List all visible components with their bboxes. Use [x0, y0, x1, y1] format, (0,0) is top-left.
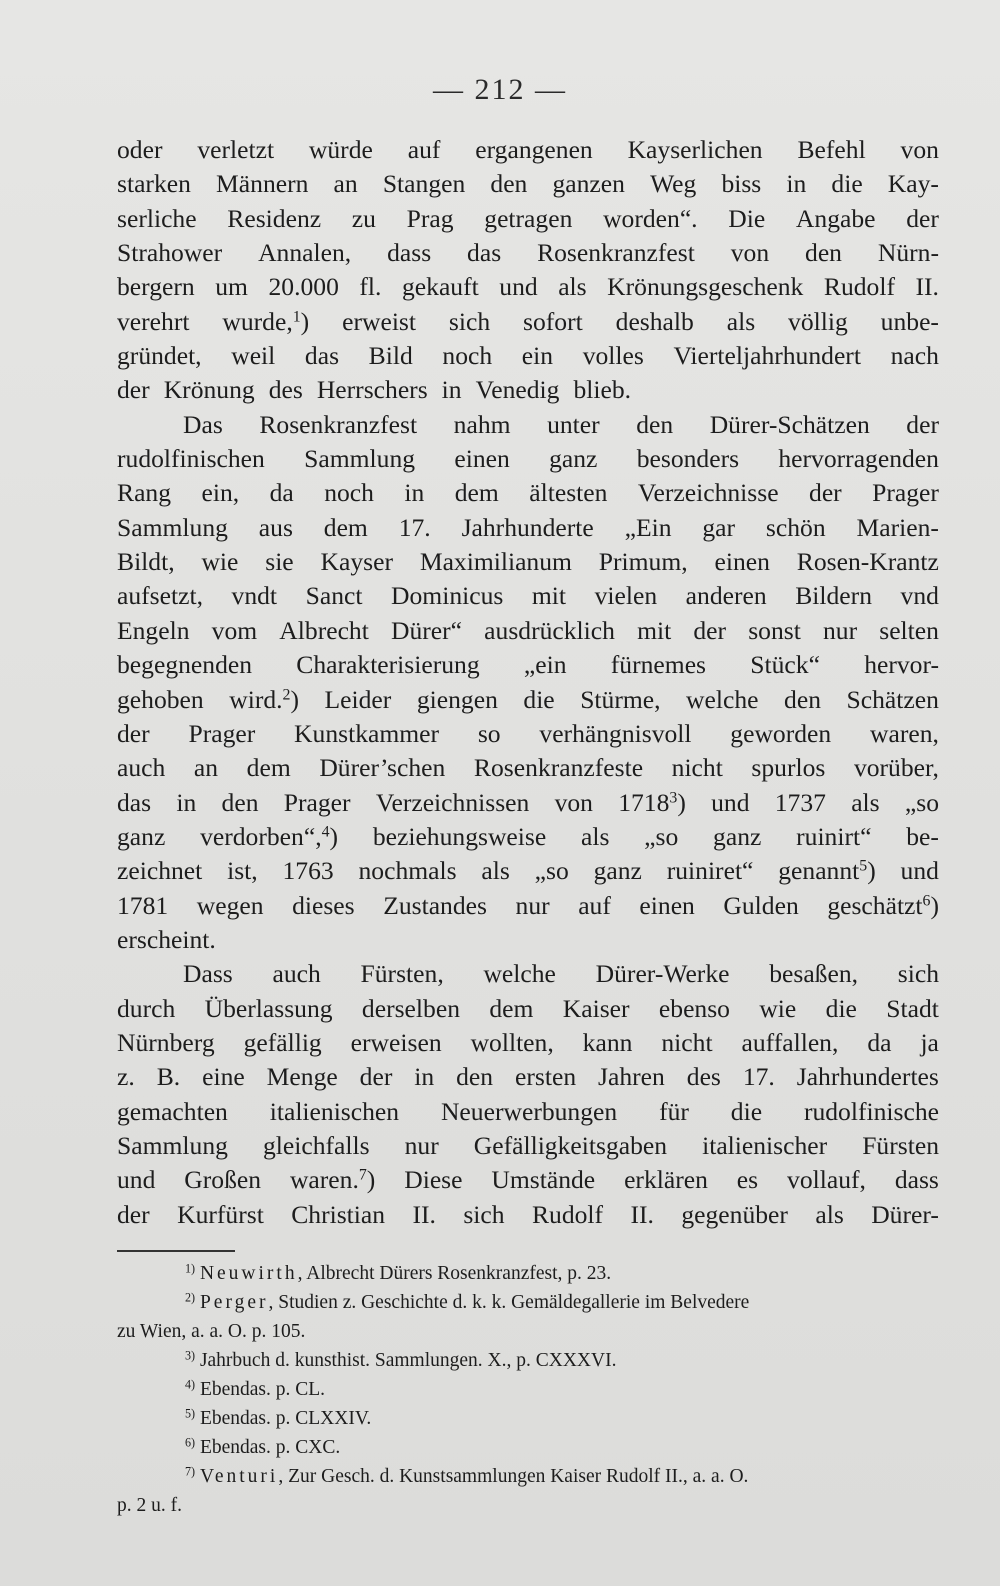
body-text-line: Rang ein, da noch in dem ältesten Verzeichnisse der Prager — [117, 478, 939, 508]
body-text-line: und Großen waren.$^7$) Diese Umstände erklären es vollauf, dass — [117, 1165, 939, 1195]
body-text-line: rudolfinischen Sammlung einen ganz besonders hervorragenden — [117, 444, 939, 474]
footnote-continuation: p. 2 u. f. — [117, 1495, 182, 1516]
body-text-line: Das Rosenkranzfest nahm unter den Dürer-Schätzen der — [183, 409, 939, 439]
body-text-line: bergern um 20.000 fl. gekauft und als Krönungsgeschenk Rudolf II. — [117, 272, 939, 302]
footnote-mark: 3) — [185, 1348, 196, 1363]
body-text-line: verehrt wurde,$^1$) erweist sich sofort deshalb als völlig unbe- — [117, 306, 939, 336]
footnote — [117, 1375, 939, 1404]
body-text-line: aufsetzt, vndt Sanct Dominicus mit vielen anderen Bildern vnd — [117, 581, 939, 611]
body-text-line: ganz verdorben“,$^4$) beziehungsweise als „so ganz ruinirt“ be- — [117, 821, 939, 851]
footnote-author: Venturi — [199, 1466, 279, 1487]
footnote — [117, 1259, 939, 1288]
body-text-line: Bildt, wie sie Kayser Maximilianum Primum, einen Rosen-Krantz — [117, 547, 939, 577]
footnote — [117, 1404, 939, 1433]
footnote-text: , Studien z. Geschichte d. k. k. Gemäldegallerie im Belvedere — [268, 1292, 750, 1313]
body-text-line: gehoben wird.$^2$) Leider giengen die Stürme, welche den Schätzen — [117, 684, 939, 714]
body-text-line: starken Männern an Stangen den ganzen Weg biss in die Kay- — [117, 169, 939, 199]
footnote — [117, 1346, 939, 1375]
footnote-author: Perger — [199, 1292, 269, 1313]
body-text-line: begegnenden Charakterisierung „ein fürnemes Stück“ hervor- — [117, 650, 939, 680]
footnote-text: Ebendas. p. CL. — [199, 1379, 326, 1400]
footnote-mark: 4) — [185, 1377, 196, 1392]
body-text-line: durch Überlassung derselben dem Kaiser ebenso wie die Stadt — [117, 993, 939, 1023]
body-text-line: Nürnberg gefällig erweisen wollten, kann nicht auffallen, da ja — [117, 1027, 939, 1057]
body-text-line: erscheint. — [117, 924, 216, 954]
footnote-text: , Albrecht Dürers Rosenkranzfest, p. 23. — [297, 1263, 612, 1284]
body-text-line: zeichnet ist, 1763 nochmals als „so ganz ruiniret“ genannt$^5$) und — [117, 856, 939, 886]
body-text-line: auch an dem Dürer’schen Rosenkranzfeste nicht spurlos vorüber, — [117, 753, 939, 783]
footnote — [117, 1288, 939, 1317]
footnote — [117, 1462, 939, 1491]
body-text-line: Sammlung aus dem 17. Jahrhunderte „Ein gar schön Marien- — [117, 512, 939, 542]
body-text-line: der Prager Kunstkammer so verhängnisvoll geworden waren, — [117, 718, 939, 748]
footnote-mark: 2) — [185, 1290, 196, 1305]
footnote-text: , Zur Gesch. d. Kunstsammlungen Kaiser Rudolf II., a. a. O. — [278, 1466, 749, 1487]
footnote-text: Ebendas. p. CLXXIV. — [199, 1408, 372, 1429]
footnote-text: Jahrbuch d. kunsthist. Sammlungen. X., p. CXXXVI. — [199, 1350, 617, 1371]
body-text-line: oder verletzt würde auf ergangenen Kayserlichen Befehl von — [117, 135, 939, 164]
footnote-author: Neuwirth — [199, 1263, 298, 1284]
footnote-separator-rule — [117, 1250, 235, 1252]
body-text-line: Sammlung gleichfalls nur Gefälligkeitsgaben italienischer Fürsten — [117, 1130, 939, 1160]
footnote-mark: 1) — [185, 1261, 196, 1276]
body-text-line: das in den Prager Verzeichnissen von 1718$^3$) und 1737 als „so — [117, 787, 939, 817]
footnotes — [117, 1259, 939, 1520]
body-text-line: serliche Residenz zu Prag getragen worden“. Die Angabe der — [117, 203, 939, 233]
footnote-mark: 6) — [185, 1435, 196, 1450]
body-text-line: Strahower Annalen, dass das Rosenkranzfest von den Nürn- — [117, 238, 939, 268]
footnote-continuation: zu Wien, a. a. O. p. 105. — [117, 1321, 306, 1342]
footnote — [117, 1433, 939, 1462]
body-text-line: z. B. eine Menge der in den ersten Jahren des 17. Jahrhundertes — [117, 1062, 939, 1092]
footnote-mark: 5) — [185, 1406, 196, 1421]
body-text-line: Dass auch Fürsten, welche Dürer-Werke besaßen, sich — [183, 959, 939, 989]
body-text — [117, 133, 939, 1232]
body-text-line: Engeln vom Albrecht Dürer“ ausdrücklich mit der sonst nur selten — [117, 615, 939, 645]
body-text-line: 1781 wegen dieses Zustandes nur auf einen Gulden geschätzt$^6$) — [117, 890, 939, 920]
body-text-line: der Krönung des Herrschers in Venedig blieb. — [117, 375, 632, 405]
body-text-line: gründet, weil das Bild noch ein volles Vierteljahrhundert nach — [117, 341, 939, 371]
footnote-text: Ebendas. p. CXC. — [199, 1437, 341, 1458]
body-text-line: gemachten italienischen Neuerwerbungen für die rudolfinische — [117, 1096, 939, 1126]
page-number: — 212 — — [433, 73, 567, 106]
footnote-mark: 7) — [185, 1464, 196, 1479]
body-text-line: der Kurfürst Christian II. sich Rudolf II. gegenüber als Dürer- — [117, 1199, 939, 1229]
